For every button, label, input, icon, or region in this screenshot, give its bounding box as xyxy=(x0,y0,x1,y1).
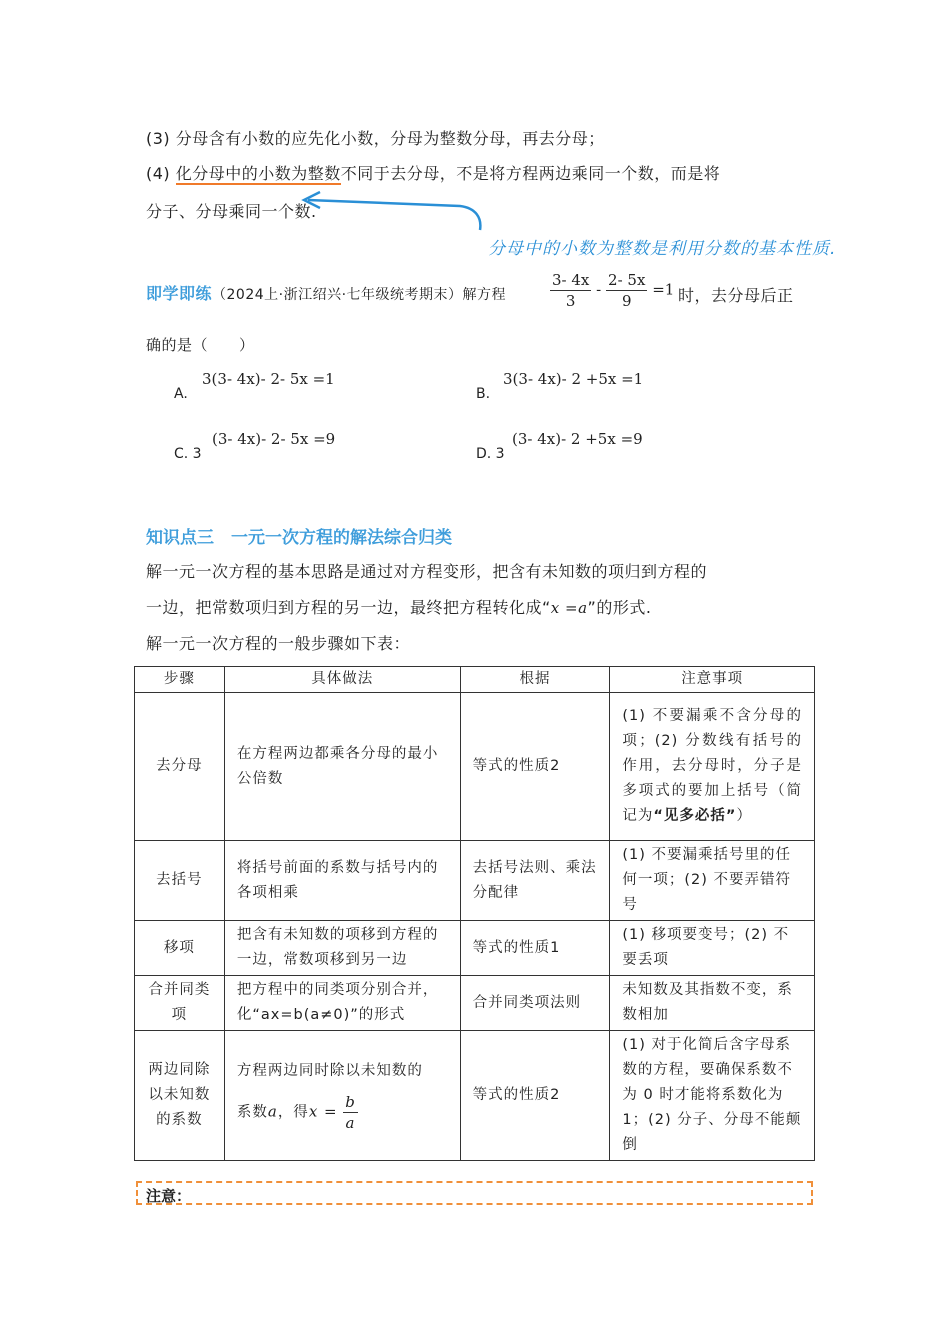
header-basis: 根据 xyxy=(460,667,610,693)
steps-table xyxy=(134,666,815,1161)
annotation-arrow-icon xyxy=(290,178,490,238)
option-b[interactable]: B. xyxy=(476,386,491,402)
fraction-b-over-a: $\frac{b}{a}$ xyxy=(345,1092,356,1132)
rule-item-3: (3) 分母含有小数的应先化小数，分母为整数分母，再去分母； xyxy=(146,129,605,148)
rule-item-4-rest: 不同于去分母，不是将方程两边乘同一个数，而是将 xyxy=(340,164,721,183)
option-d[interactable]: D. 3 xyxy=(476,446,505,462)
exercise-label: 即学即练 xyxy=(146,284,213,303)
header-note: 注意事项 xyxy=(610,667,815,693)
fraction-2: $\frac{2- 5x}{9}$ xyxy=(608,271,646,310)
fraction-1: $\frac{3- 4x}{3}$ xyxy=(552,271,590,310)
section-para-2: 一边，把常数项归到方程的另一边，最终把方程转化成“x =a”的形式. xyxy=(146,598,652,617)
section-para-1: 解一元一次方程的基本思路是通过对方程变形，把含有未知数的项归到方程的 xyxy=(146,562,708,581)
rule-item-4-underlined: 化分母中的小数为整数 xyxy=(175,164,341,183)
option-d-expr: (3- 4x)- 2 +5x =9 xyxy=(512,430,643,448)
inline-math: x =a xyxy=(550,599,588,617)
header-method: 具体做法 xyxy=(224,667,460,693)
exercise-equation: $\frac{3- 4x}{3}$ - $\frac{2- 5x}{9}$ =1 xyxy=(552,271,675,310)
option-b-expr: 3(3- 4x)- 2 +5x =1 xyxy=(503,370,644,388)
table-row: 两边同除以未知数的系数 方程两边同时除以未知数的 系数a，得x = $\frac{b}{a}$ 等式的性质2 (1) 对于化简后含字母系数的方程，要确保系数不为 0 时才能将系数化为 1；(2) 分子、分母不能颠倒 xyxy=(135,1031,815,1161)
note-box xyxy=(136,1181,813,1205)
table-row: 移项 把含有未知数的项移到方程的一边，常数项移到另一边 等式的性质1 (1) 移项要变号；(2) 不要丢项 xyxy=(135,921,815,976)
option-a-expr: 3(3- 4x)- 2- 5x =1 xyxy=(202,370,335,388)
table-row: 去括号 将括号前面的系数与括号内的各项相乘 去括号法则、乘法分配律 (1) 不要漏乘括号里的任何一项；(2) 不要弄错符号 xyxy=(135,841,815,921)
option-a[interactable]: A. xyxy=(174,386,188,402)
rule-item-4-continuation: 分子、分母乘同一个数. xyxy=(146,202,317,221)
table-row: 合并同类项 把方程中的同类项分别合并，化“ax=b(a≠0)”的形式 合并同类项法则 未知数及其指数不变，系数相加 xyxy=(135,976,815,1031)
exercise-source: （2024上·浙江绍兴·七年级统考期末）解方程 xyxy=(212,287,507,303)
exercise-suffix: 时，去分母后正 xyxy=(678,286,794,305)
table-header-row xyxy=(135,667,815,693)
section-para-3: 解一元一次方程的一般步骤如下表： xyxy=(146,634,411,653)
exercise-line-2: 确的是（ ） xyxy=(146,336,255,354)
option-c-expr: (3- 4x)- 2- 5x =9 xyxy=(212,430,336,448)
rule-item-4-prefix: (4) xyxy=(146,164,176,183)
header-step: 步骤 xyxy=(135,667,225,693)
section-title: 知识点三 一元一次方程的解法综合归类 xyxy=(146,528,452,548)
table-row: 去分母 在方程两边都乘各分母的最小公倍数 等式的性质2 (1) 不要漏乘不含分母的项；(2) 分数线有括号的作用，去分母时，分子是多项式的要加上括号（简记为“见多必括”） xyxy=(135,693,815,841)
note-label: 注意： xyxy=(146,1187,192,1205)
option-c[interactable]: C. 3 xyxy=(174,446,202,462)
exercise-line-1 xyxy=(146,283,506,306)
handwritten-annotation: 分母中的小数为整数是利用分数的基本性质. xyxy=(488,239,837,259)
